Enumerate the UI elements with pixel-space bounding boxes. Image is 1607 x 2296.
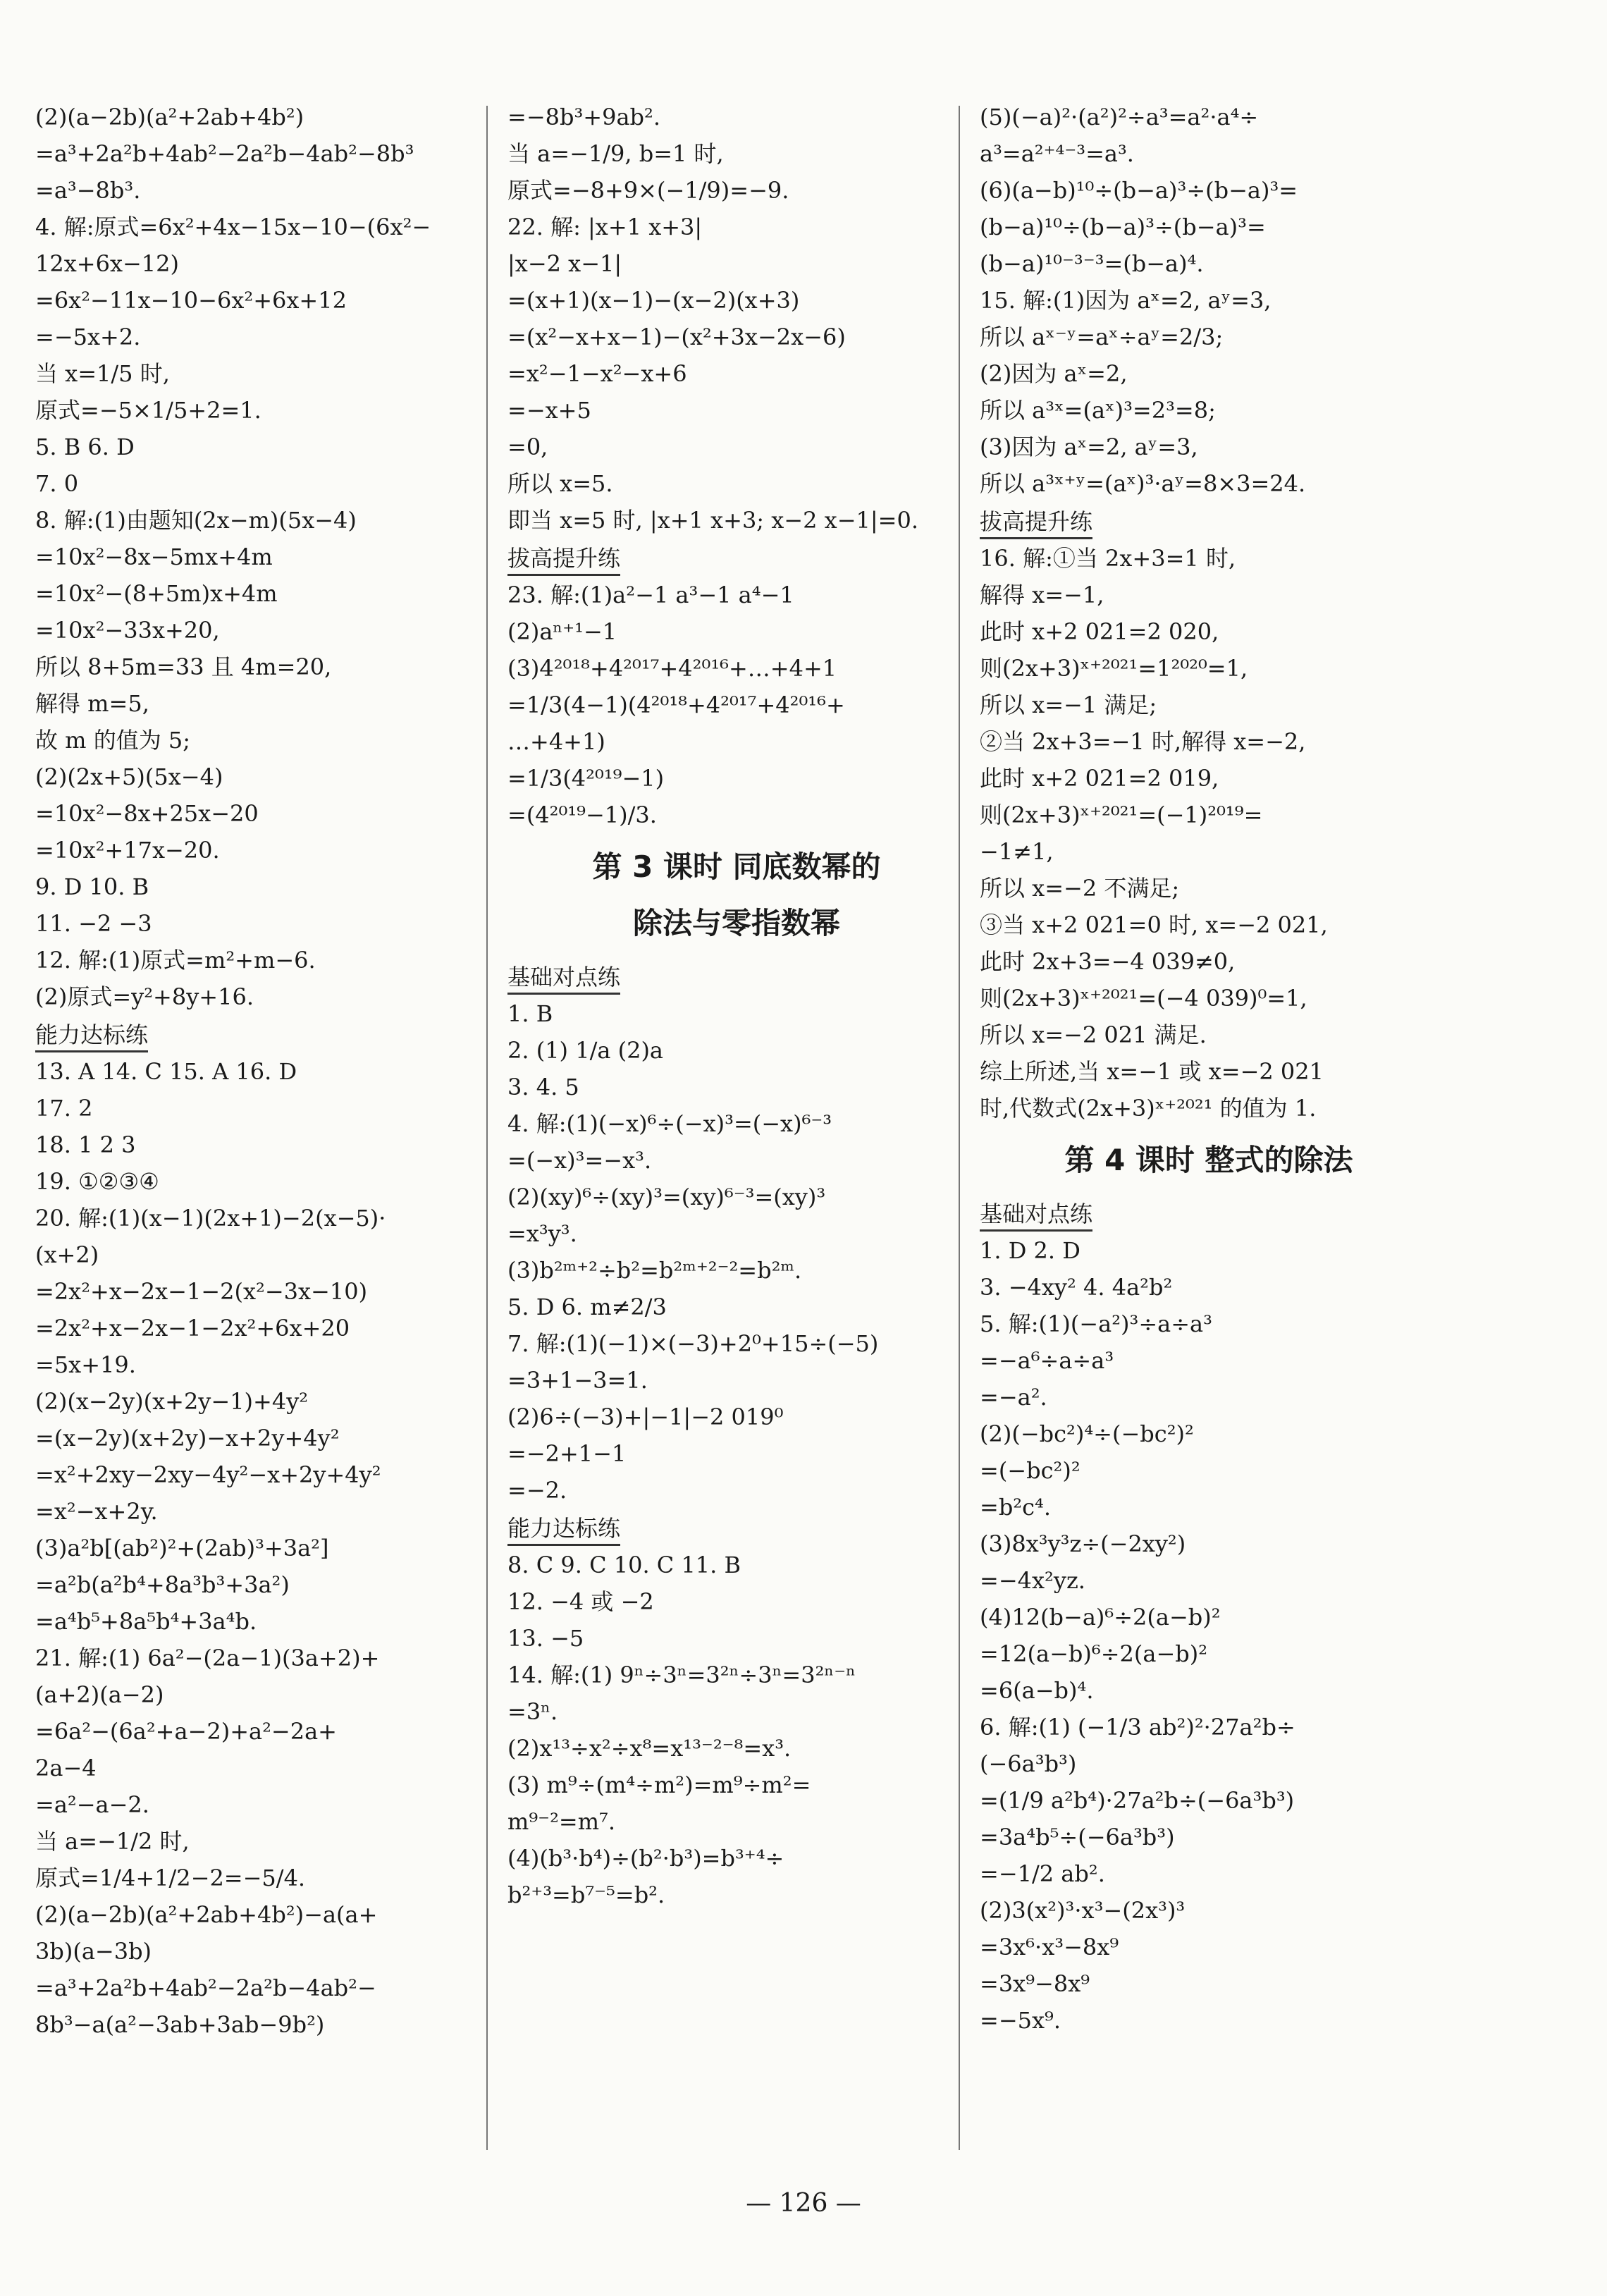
answer-line: |x−2 x−1|: [507, 250, 622, 277]
answer-line: =(−bc²)²: [980, 1457, 1080, 1484]
lesson-title: 第 3 课时 同底数幂的: [592, 849, 881, 884]
answer-line: ②当 2x+3=−1 时,解得 x=−2,: [980, 728, 1306, 755]
answer-line: (3)4²⁰¹⁸+4²⁰¹⁷+4²⁰¹⁶+…+4+1: [507, 655, 837, 682]
column-divider: [959, 106, 960, 2150]
answer-line: =x²+2xy−2xy−4y²−x+2y+4y²: [35, 1461, 381, 1488]
answer-line: 22. 解: |x+1 x+3|: [507, 214, 703, 240]
answer-line: 8. C 9. C 10. C 11. B: [507, 1552, 741, 1578]
answer-line: (−6a³b³): [980, 1750, 1077, 1777]
answer-line: =10x²−8x−5mx+4m: [35, 544, 273, 570]
answer-line: 3b)(a−3b): [35, 1938, 152, 1965]
answer-line: =3ⁿ.: [507, 1698, 558, 1725]
answer-line: =a⁴b⁵+8a⁵b⁴+3a⁴b.: [35, 1608, 257, 1635]
answer-line: (2)(−bc²)⁴÷(−bc²)²: [980, 1420, 1194, 1447]
answer-line: =−5x⁹.: [980, 2007, 1061, 2034]
answer-line: =5x+19.: [35, 1351, 136, 1378]
section-heading: 拔高提升练: [507, 543, 620, 576]
answer-line: =−1/2 ab².: [980, 1860, 1105, 1887]
answer-line: =x²−x+2y.: [35, 1498, 158, 1525]
page-number: — 126 —: [746, 2189, 861, 2218]
answer-line: =−2+1−1: [507, 1440, 627, 1467]
answer-line: 23. 解:(1)a²−1 a³−1 a⁴−1: [507, 582, 794, 608]
answer-line: =−4x²yz.: [980, 1567, 1085, 1594]
answer-line: 则(2x+3)ˣ⁺²⁰²¹=1²⁰²⁰=1,: [980, 655, 1248, 682]
section-heading-row: [35, 1015, 493, 1053]
answer-line: 16. 解:①当 2x+3=1 时,: [980, 545, 1236, 572]
answer-line: =0,: [507, 434, 548, 460]
answer-line: 所以 a³ˣ=(aˣ)³=2³=8;: [980, 397, 1216, 424]
answer-line: 原式=−5×1/5+2=1.: [35, 397, 261, 424]
answer-line: =10x²−8x+25x−20: [35, 800, 259, 827]
answer-line: 当 a=−1/2 时,: [35, 1828, 190, 1855]
answer-line: =−a².: [980, 1384, 1047, 1411]
answer-line: =−a⁶÷a÷a³: [980, 1347, 1114, 1374]
answer-line: 则(2x+3)ˣ⁺²⁰²¹=(−1)²⁰¹⁹=: [980, 802, 1263, 828]
answer-line: (3)8x³y³z÷(−2xy²): [980, 1530, 1186, 1557]
answer-line: =−5x+2.: [35, 324, 141, 350]
answer-line: 11. −2 −3: [35, 910, 152, 937]
answer-line: =1/3(4−1)(4²⁰¹⁸+4²⁰¹⁷+4²⁰¹⁶+: [507, 692, 845, 718]
answer-line: =(4²⁰¹⁹−1)/3.: [507, 802, 657, 828]
answer-line: =−8b³+9ab².: [507, 104, 661, 130]
answer-line: 所以 8+5m=33 且 4m=20,: [35, 653, 332, 680]
answer-line: (2)因为 aˣ=2,: [980, 360, 1128, 387]
answer-line: 1. B: [507, 1000, 553, 1027]
answer-line: (2)3(x²)³·x³−(2x³)³: [980, 1897, 1186, 1924]
answer-column-2: [507, 99, 966, 1913]
answer-line: 18. 1 2 3: [35, 1131, 136, 1158]
answer-line: =3+1−3=1.: [507, 1367, 648, 1394]
answer-line: 原式=1/4+1/2−2=−5/4.: [35, 1865, 306, 1891]
answer-line: (2)(x−2y)(x+2y−1)+4y²: [35, 1388, 309, 1415]
answer-line: 3. 4. 5: [507, 1074, 579, 1100]
answer-line: 12. −4 或 −2: [507, 1588, 654, 1615]
answer-line: 2a−4: [35, 1755, 97, 1781]
answer-line: (a+2)(a−2): [35, 1681, 164, 1708]
answer-line: =(x+1)(x−1)−(x−2)(x+3): [507, 287, 800, 314]
answer-line: =x³y³.: [507, 1220, 577, 1247]
answer-line: 7. 0: [35, 470, 79, 497]
answer-line: =6x²−11x−10−6x²+6x+12: [35, 287, 347, 314]
answer-line: =a²−a−2.: [35, 1791, 149, 1818]
answer-line: m⁹⁻²=m⁷.: [507, 1808, 616, 1835]
answer-line: =10x²−(8+5m)x+4m: [35, 580, 278, 607]
answer-line: 解得 m=5,: [35, 690, 149, 717]
section-heading-row: [507, 1509, 966, 1547]
answer-line: (2)原式=y²+8y+16.: [35, 983, 254, 1010]
answer-column-3: [980, 99, 1438, 2039]
answer-line: 12x+6x−12): [35, 250, 179, 277]
answer-column-1: [35, 99, 493, 2043]
answer-line: 所以 x=−2 021 满足.: [980, 1021, 1207, 1048]
answer-line: 6. 解:(1) (−1/3 ab²)²·27a²b÷: [980, 1714, 1295, 1741]
answer-line: b²⁺³=b⁷⁻⁵=b².: [507, 1881, 665, 1908]
answer-line: 4. 解:(1)(−x)⁶÷(−x)³=(−x)⁶⁻³: [507, 1110, 832, 1137]
answer-line: 即当 x=5 时, |x+1 x+3; x−2 x−1|=0.: [507, 507, 918, 534]
answer-line: 13. A 14. C 15. A 16. D: [35, 1058, 297, 1085]
answer-line: =6a²−(6a²+a−2)+a²−2a+: [35, 1718, 337, 1745]
answer-line: =3x⁹−8x⁹: [980, 1970, 1090, 1997]
answer-line: 则(2x+3)ˣ⁺²⁰²¹=(−4 039)⁰=1,: [980, 985, 1307, 1012]
answer-line: =(1/9 a²b⁴)·27a²b÷(−6a³b³): [980, 1787, 1295, 1814]
answer-line: (2)(2x+5)(5x−4): [35, 763, 223, 790]
section-heading: 基础对点练: [980, 1198, 1092, 1232]
answer-line: …+4+1): [507, 728, 605, 755]
answer-line: 14. 解:(1) 9ⁿ÷3ⁿ=3²ⁿ÷3ⁿ=3²ⁿ⁻ⁿ: [507, 1662, 856, 1688]
answer-line: =3x⁶·x³−8x⁹: [980, 1934, 1119, 1960]
answer-line: 此时 x+2 021=2 019,: [980, 765, 1219, 792]
answer-line: (3)b²ᵐ⁺²÷b²=b²ᵐ⁺²⁻²=b²ᵐ.: [507, 1257, 802, 1284]
answer-line: (x+2): [35, 1241, 99, 1268]
answer-line: 此时 2x+3=−4 039≠0,: [980, 948, 1236, 975]
answer-line: =2x²+x−2x−1−2x²+6x+20: [35, 1315, 350, 1342]
answer-line: 20. 解:(1)(x−1)(2x+1)−2(x−5)·: [35, 1205, 386, 1232]
answer-line: =10x²+17x−20.: [35, 837, 220, 864]
answer-line: a³=a²⁺⁴⁻³=a³.: [980, 140, 1134, 167]
answer-line: (b−a)¹⁰÷(b−a)³÷(b−a)³=: [980, 214, 1266, 240]
section-heading-row: [980, 1194, 1438, 1232]
answer-line: 13. −5: [507, 1625, 584, 1652]
lesson-title: 第 4 课时 整式的除法: [1064, 1143, 1353, 1177]
answer-line: 5. 解:(1)(−a²)³÷a÷a³: [980, 1310, 1212, 1337]
answer-line: 7. 解:(1)(−1)×(−3)+2⁰+15÷(−5): [507, 1330, 879, 1357]
answer-line: =1/3(4²⁰¹⁹−1): [507, 765, 665, 792]
column-divider: [486, 106, 488, 2150]
section-heading-row: [507, 957, 966, 995]
answer-line: =a³−8b³.: [35, 177, 141, 204]
answer-line: 21. 解:(1) 6a²−(2a−1)(3a+2)+: [35, 1645, 380, 1671]
answer-line: 4. 解:原式=6x²+4x−15x−10−(6x²−: [35, 214, 431, 240]
answer-line: 原式=−8+9×(−1/9)=−9.: [507, 177, 789, 204]
answer-line: 17. 2: [35, 1095, 93, 1122]
answer-line: (2)(a−2b)(a²+2ab+4b²): [35, 104, 304, 130]
answer-line: 所以 x=−1 满足;: [980, 692, 1157, 718]
answer-line: =a²b(a²b⁴+8a³b³+3a²): [35, 1571, 290, 1598]
answer-line: 8b³−a(a²−3ab+3ab−9b²): [35, 2011, 325, 2038]
lesson-title: 除法与零指数幂: [632, 906, 840, 940]
answer-line: =−2.: [507, 1477, 567, 1504]
answer-line: 5. D 6. m≠2/3: [507, 1294, 667, 1320]
section-heading: 基础对点练: [507, 962, 620, 995]
answer-line: (3) m⁹÷(m⁴÷m²)=m⁹÷m²=: [507, 1772, 811, 1798]
answer-line: 15. 解:(1)因为 aˣ=2, aʸ=3,: [980, 287, 1272, 314]
answer-line: (b−a)¹⁰⁻³⁻³=(b−a)⁴.: [980, 250, 1204, 277]
answer-line: (3)a²b[(ab²)²+(2ab)³+3a²]: [35, 1535, 329, 1561]
answer-line: (4)12(b−a)⁶÷2(a−b)²: [980, 1604, 1221, 1631]
answer-line: =b²c⁴.: [980, 1494, 1052, 1521]
answer-line: 所以 aˣ⁻ʸ=aˣ÷aʸ=2/3;: [980, 324, 1224, 350]
answer-line: =2x²+x−2x−1−2(x²−3x−10): [35, 1278, 368, 1305]
answer-line: 解得 x=−1,: [980, 582, 1104, 608]
answer-line: 2. (1) 1/a (2)a: [507, 1037, 663, 1064]
answer-line: =(x−2y)(x+2y)−x+2y+4y²: [35, 1425, 340, 1451]
answer-line: (2)6÷(−3)+|−1|−2 019⁰: [507, 1404, 784, 1430]
answer-line: (6)(a−b)¹⁰÷(b−a)³÷(b−a)³=: [980, 177, 1298, 204]
answer-line: (3)因为 aˣ=2, aʸ=3,: [980, 434, 1198, 460]
answer-line: =−x+5: [507, 397, 591, 424]
answer-line: =3a⁴b⁵÷(−6a³b³): [980, 1824, 1175, 1850]
answer-line: 故 m 的值为 5;: [35, 727, 191, 754]
answer-line: 综上所述,当 x=−1 或 x=−2 021: [980, 1058, 1324, 1085]
answer-line: 5. B 6. D: [35, 434, 135, 460]
answer-line: 当 x=1/5 时,: [35, 360, 170, 387]
answer-line: =x²−1−x²−x+6: [507, 360, 687, 387]
answer-line: =a³+2a²b+4ab²−2a²b−4ab²−: [35, 1975, 376, 2001]
answer-line: =6(a−b)⁴.: [980, 1677, 1094, 1704]
answer-line: (2)(xy)⁶÷(xy)³=(xy)⁶⁻³=(xy)³: [507, 1184, 826, 1210]
answer-line: 19. ①②③④: [35, 1168, 159, 1195]
answer-line: =a³+2a²b+4ab²−2a²b−4ab²−8b³: [35, 140, 414, 167]
answer-line: (5)(−a)²·(a²)²÷a³=a²·a⁴÷: [980, 104, 1259, 130]
answer-line: 时,代数式(2x+3)ˣ⁺²⁰²¹ 的值为 1.: [980, 1095, 1317, 1122]
answer-line: 8. 解:(1)由题知(2x−m)(5x−4): [35, 507, 357, 534]
answer-line: 所以 a³ˣ⁺ʸ=(aˣ)³·aʸ=8×3=24.: [980, 470, 1306, 497]
answer-line: (2)(a−2b)(a²+2ab+4b²)−a(a+: [35, 1901, 378, 1928]
answer-line: =10x²−33x+20,: [35, 617, 220, 644]
section-heading: 能力达标练: [507, 1513, 620, 1546]
answer-line: 所以 x=5.: [507, 470, 613, 497]
answer-line: −1≠1,: [980, 838, 1054, 865]
answer-line: 所以 x=−2 不满足;: [980, 875, 1180, 902]
answer-line: =(−x)³=−x³.: [507, 1147, 652, 1174]
section-heading-row: [507, 539, 966, 577]
answer-line: ③当 x+2 021=0 时, x=−2 021,: [980, 911, 1328, 938]
answer-line: 9. D 10. B: [35, 873, 149, 900]
answer-line: =12(a−b)⁶÷2(a−b)²: [980, 1640, 1208, 1667]
answer-line: 12. 解:(1)原式=m²+m−6.: [35, 947, 316, 974]
answer-line: 1. D 2. D: [980, 1237, 1080, 1264]
answer-line: (2)aⁿ⁺¹−1: [507, 618, 617, 645]
answer-line: 此时 x+2 021=2 020,: [980, 618, 1219, 645]
answer-line: 当 a=−1/9, b=1 时,: [507, 140, 724, 167]
section-heading: 拔高提升练: [980, 506, 1092, 539]
answer-line: (4)(b³·b⁴)÷(b²·b³)=b³⁺⁴÷: [507, 1845, 784, 1872]
section-heading-row: [980, 502, 1438, 540]
section-heading: 能力达标练: [35, 1019, 148, 1052]
answer-line: (2)x¹³÷x²÷x⁸=x¹³⁻²⁻⁸=x³.: [507, 1735, 792, 1762]
answer-line: 3. −4xy² 4. 4a²b²: [980, 1274, 1173, 1301]
answer-line: =(x²−x+x−1)−(x²+3x−2x−6): [507, 324, 846, 350]
